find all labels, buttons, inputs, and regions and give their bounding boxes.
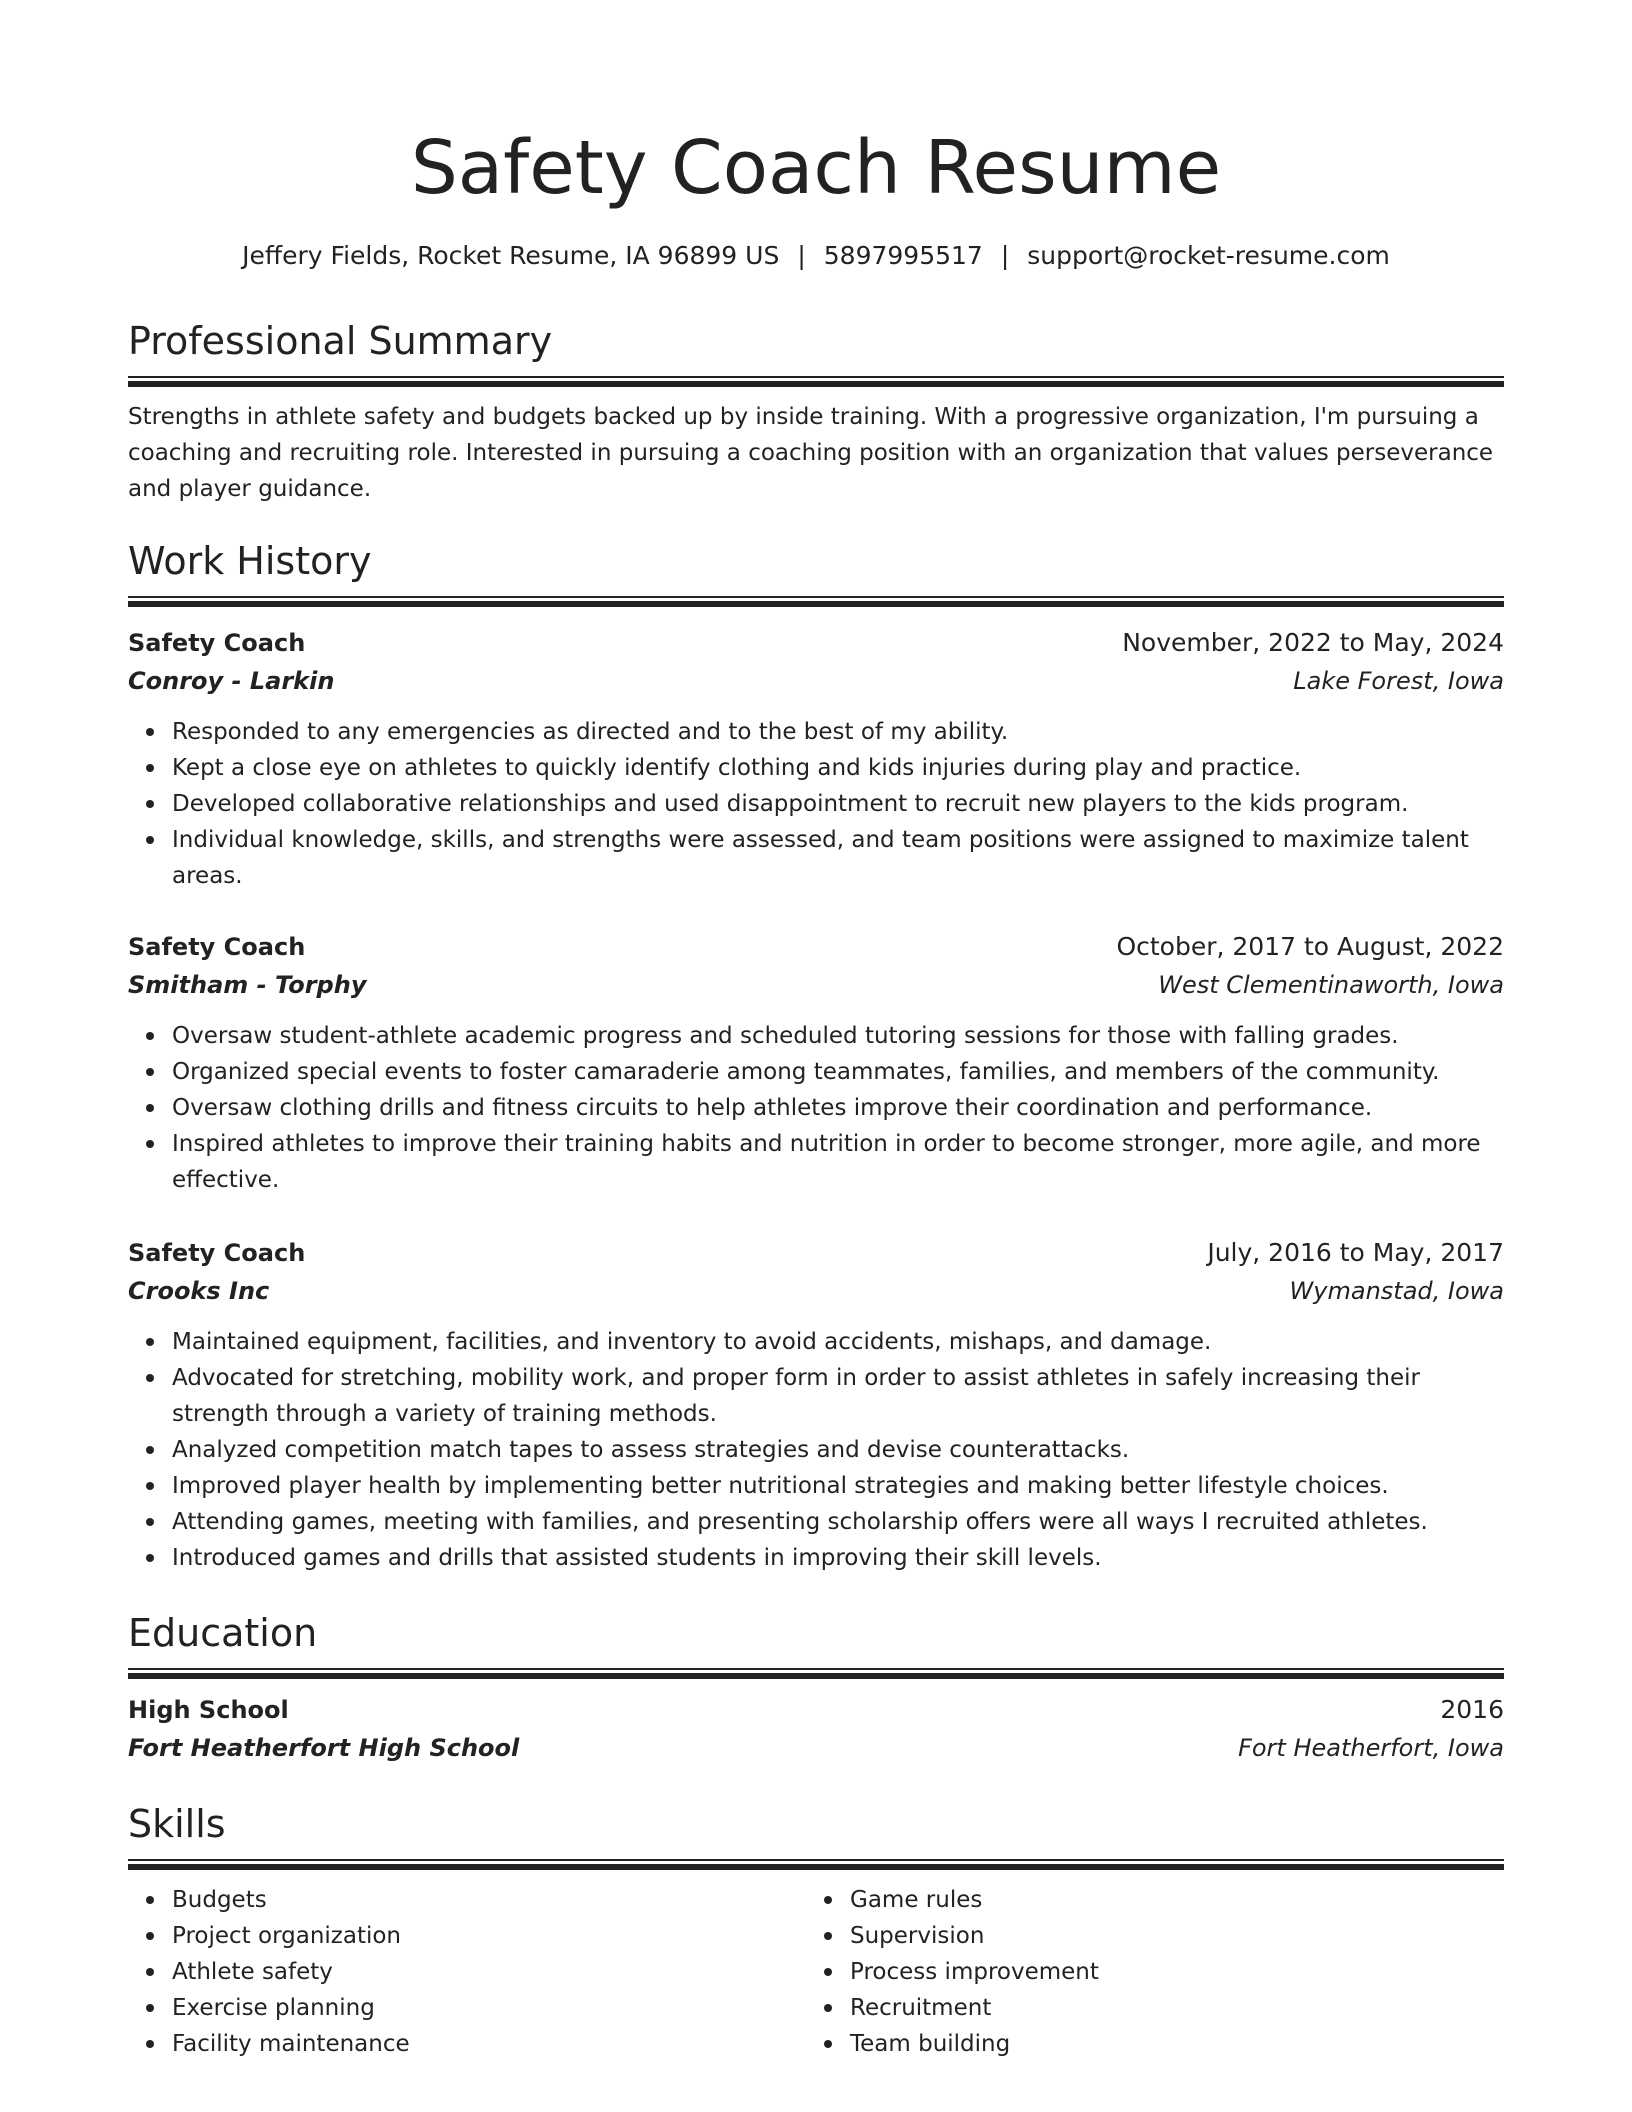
- contact-address: Jeffery Fields, Rocket Resume, IA 96899 US: [242, 241, 780, 270]
- list-item: Kept a close eye on athletes to quickly identify clothing and kids injuries during play and practice.: [172, 750, 1504, 786]
- section-heading: Skills: [128, 1802, 226, 1846]
- list-item: Attending games, meeting with families, and presenting scholarship offers were all ways I recruited athletes.: [172, 1504, 1504, 1540]
- skill-item: Recruitment: [850, 1990, 1504, 2026]
- list-item: Analyzed competition match tapes to assess strategies and devise counterattacks.: [172, 1432, 1504, 1468]
- job-dates: October, 2017 to August, 2022: [1116, 932, 1504, 961]
- job-entry: [128, 624, 1504, 894]
- job-title: Safety Coach: [128, 629, 306, 657]
- job-title: Safety Coach: [128, 1239, 306, 1267]
- section-divider: [128, 1859, 1504, 1870]
- job-location: West Clementinaworth, Iowa: [1158, 971, 1504, 999]
- list-item: Oversaw clothing drills and fitness circuits to help athletes improve their coordination and performance.: [172, 1090, 1504, 1126]
- section-heading: Work History: [128, 539, 372, 583]
- education-location: Fort Heatherfort, Iowa: [1238, 1734, 1504, 1762]
- job-title: Safety Coach: [128, 933, 306, 961]
- skill-item: Project organization: [172, 1918, 806, 1954]
- list-item: Advocated for stretching, mobility work, and proper form in order to assist athletes in safely increasing their strength through a variety of training methods.: [172, 1360, 1504, 1432]
- list-item: Oversaw student-athlete academic progress and scheduled tutoring sessions for those with falling grades.: [172, 1018, 1504, 1054]
- job-bullets: [128, 1018, 1504, 1198]
- skill-item: Budgets: [172, 1882, 806, 1918]
- job-dates: November, 2022 to May, 2024: [1122, 628, 1504, 657]
- job-bullets: [128, 714, 1504, 894]
- job-company: Smitham - Torphy: [128, 971, 367, 999]
- list-item: Maintained equipment, facilities, and inventory to avoid accidents, mishaps, and damage.: [172, 1324, 1504, 1360]
- section-heading: Professional Summary: [128, 319, 553, 363]
- job-dates: July, 2016 to May, 2017: [1207, 1238, 1504, 1267]
- list-item: Introduced games and drills that assisted students in improving their skill levels.: [172, 1540, 1504, 1576]
- skills-list-left: [128, 1882, 806, 2062]
- job-entry: [128, 928, 1504, 1198]
- section-divider: [128, 376, 1504, 387]
- list-item: Developed collaborative relationships and used disappointment to recruit new players to the kids program.: [172, 786, 1504, 822]
- job-location: Lake Forest, Iowa: [1293, 667, 1504, 695]
- education-school: Fort Heatherfort High School: [128, 1734, 520, 1762]
- skills-section: [128, 1799, 1504, 2062]
- education-year: 2016: [1440, 1695, 1504, 1724]
- list-item: Responded to any emergencies as directed and to the best of my ability.: [172, 714, 1504, 750]
- contact-email: support@rocket-resume.com: [1027, 241, 1390, 270]
- skill-item: Process improvement: [850, 1954, 1504, 1990]
- skill-item: Exercise planning: [172, 1990, 806, 2026]
- list-item: Improved player health by implementing better nutritional strategies and making better lifestyle choices.: [172, 1468, 1504, 1504]
- contact-separator: |: [797, 241, 806, 270]
- contact-phone: 5897995517: [823, 241, 983, 270]
- education-section: [128, 1608, 1504, 1767]
- list-item: Inspired athletes to improve their training habits and nutrition in order to become stronger, more agile, and more effective.: [172, 1126, 1504, 1198]
- list-item: Organized special events to foster camaraderie among teammates, families, and members of the community.: [172, 1054, 1504, 1090]
- summary-section: [128, 316, 1504, 507]
- section-heading: Education: [128, 1611, 318, 1655]
- contact-line: [128, 238, 1504, 274]
- work-history-section: [128, 536, 1504, 607]
- skills-list-right: [806, 1882, 1504, 2062]
- summary-text: Strengths in athlete safety and budgets backed up by inside training. With a progressive organization, I'm pursuing a coaching and recruiting role. Interested in pursuing a coaching position with an organization that values perseverance and player guidance.: [128, 404, 1494, 502]
- skill-item: Facility maintenance: [172, 2026, 806, 2062]
- skill-item: Game rules: [850, 1882, 1504, 1918]
- job-company: Crooks Inc: [128, 1277, 270, 1305]
- list-item: Individual knowledge, skills, and strengths were assessed, and team positions were assigned to maximize talent areas.: [172, 822, 1504, 894]
- job-location: Wymanstad, Iowa: [1289, 1277, 1504, 1305]
- skill-item: Team building: [850, 2026, 1504, 2062]
- skills-grid: [128, 1882, 1504, 2062]
- section-divider: [128, 596, 1504, 607]
- contact-separator: |: [1000, 241, 1010, 270]
- section-divider: [128, 1668, 1504, 1679]
- job-company: Conroy - Larkin: [128, 667, 335, 695]
- job-bullets: [128, 1324, 1504, 1576]
- page-title: Safety Coach Resume: [410, 125, 1222, 211]
- skill-item: Athlete safety: [172, 1954, 806, 1990]
- education-degree: High School: [128, 1696, 289, 1724]
- job-entry: [128, 1234, 1504, 1576]
- skill-item: Supervision: [850, 1918, 1504, 1954]
